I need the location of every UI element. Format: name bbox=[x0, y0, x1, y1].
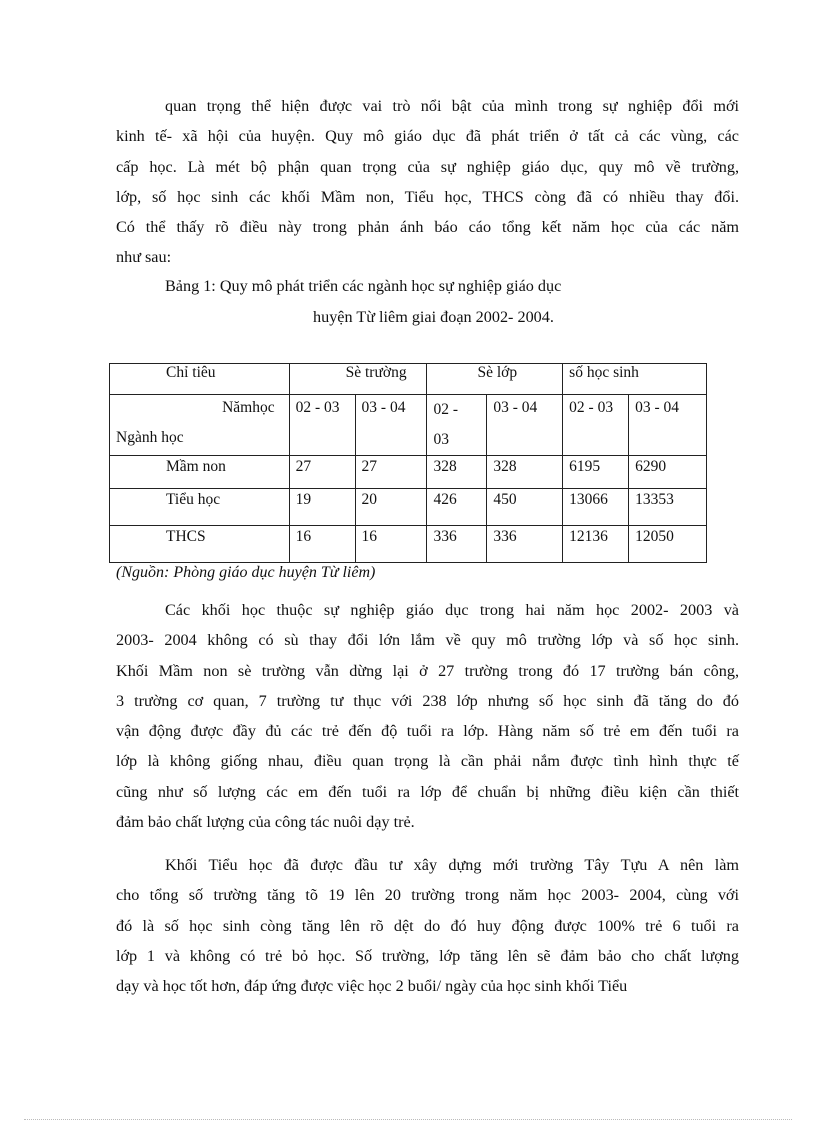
sector-name: THCS bbox=[110, 526, 290, 563]
table-cell: 27 bbox=[289, 456, 355, 489]
text-line: lớp là không giống nhau, điều quan trọng là cần phải nắm được tình hình thực tế bbox=[116, 752, 739, 771]
text-line: kinh tế- xã hội của huyện. Quy mô giáo dục đã phát triển ở tất cả các vùng, các bbox=[116, 127, 739, 146]
text-line: cho tổng số trường tăng tõ 19 lên 20 trường trong năm học 2003- 2004, cùng với bbox=[116, 886, 739, 905]
year-sector-cell bbox=[110, 395, 290, 456]
table-cell: 13066 bbox=[563, 489, 629, 526]
sector-label: Ngành học bbox=[116, 429, 184, 446]
table-cell: 328 bbox=[427, 456, 487, 489]
source-note: (Nguồn: Phòng giáo dục huyện Từ liêm) bbox=[116, 564, 376, 581]
text-line: Khối Tiểu học đã được đầu tư xây dựng mới trường Tây Tựu A nên làm bbox=[165, 856, 739, 874]
header-schools: Sè trường bbox=[289, 364, 427, 395]
table-row bbox=[110, 489, 707, 526]
text-line: Khối Mầm non sè trường vẫn dừng lại ở 27 trường trong đó 17 trường bán công, bbox=[116, 661, 739, 680]
text-line: như sau: bbox=[116, 248, 172, 267]
text-line: vận động được đầy đủ các trẻ đến độ tuổi ra lớp. Hàng năm số trẻ em đến tuổi ra bbox=[116, 722, 739, 741]
table-cell: 426 bbox=[427, 489, 487, 526]
text-line: 3 trường cơ quan, 7 trường tư thục với 238 lớp nhưng số học sinh đã tăng do đó bbox=[116, 691, 739, 710]
text-line: 2003- 2004 không có sù thay đổi lớn lắm về quy mô trường lớp và số học sinh. bbox=[116, 631, 739, 650]
year-cell: 02 - 03 bbox=[563, 395, 629, 456]
sector-name: Tiểu học bbox=[110, 489, 290, 526]
text-line: Các khối học thuộc sự nghiệp giáo dục trong hai năm học 2002- 2003 và bbox=[165, 601, 739, 619]
table-cell: 336 bbox=[427, 526, 487, 563]
table-row bbox=[110, 526, 707, 563]
table-caption-line-1: Bảng 1: Quy mô phát triển các ngành học sự nghiệp giáo dục bbox=[165, 277, 562, 295]
paragraph-intro bbox=[116, 91, 739, 273]
paragraph-analysis bbox=[116, 595, 739, 837]
table-cell: 20 bbox=[355, 489, 427, 526]
text-line: dạy và học tốt hơn, đáp ứng được việc học 2 buổi/ ngày của học sinh khối Tiểu bbox=[116, 977, 628, 996]
year-cell: 02 - 03 bbox=[427, 395, 487, 456]
text-line: cũng như số lượng các em đến tuổi ra lớp để chuẩn bị những điều kiện cần thiết bbox=[116, 782, 739, 801]
table-cell: 12050 bbox=[629, 526, 707, 563]
table-row bbox=[110, 456, 707, 489]
text-line: quan trọng thể hiện được vai trò nổi bật của mình trong sự nghiệp đổi mới bbox=[165, 97, 739, 115]
table-cell: 6195 bbox=[563, 456, 629, 489]
table-cell: 13353 bbox=[629, 489, 707, 526]
year-cell: 02 - 03 bbox=[289, 395, 355, 456]
page-bottom-rule bbox=[24, 1119, 792, 1120]
sector-name: Mầm non bbox=[110, 456, 290, 489]
paragraph-primary bbox=[116, 850, 739, 1001]
year-cell: 03 - 04 bbox=[355, 395, 427, 456]
text-line: đó là số học sinh còng tăng lên rõ dệt do đó huy động được 100% trẻ 6 tuổi ra bbox=[116, 916, 739, 935]
table-caption-line-2: huyện Từ liêm giai đoạn 2002- 2004. bbox=[313, 308, 554, 326]
text-line: lớp, số học sinh các khối Mầm non, Tiểu học, THCS còng đã có nhiều thay đổi. bbox=[116, 187, 739, 206]
text-line: lớp 1 và không có trẻ bỏ học. Số trường, lớp tăng lên sẽ đảm bảo cho chất lượng bbox=[116, 946, 739, 965]
year-label: Nămhọc bbox=[222, 399, 275, 416]
statistics-table bbox=[109, 363, 707, 563]
header-students: số học sinh bbox=[563, 364, 707, 395]
table-header-row bbox=[110, 364, 707, 395]
table-cell: 27 bbox=[355, 456, 427, 489]
table-cell: 12136 bbox=[563, 526, 629, 563]
table-subheader-row bbox=[110, 395, 707, 456]
table-cell: 450 bbox=[487, 489, 563, 526]
text-line: cấp học. Là mét bộ phận quan trọng của sự nghiệp giáo dục, quy mô về trường, bbox=[116, 157, 739, 176]
table-cell: 16 bbox=[289, 526, 355, 563]
text-line: Có thể thấy rõ điều này trong phản ánh báo cáo tổng kết năm học của các năm bbox=[116, 218, 739, 237]
text-line: đảm bảo chất lượng của công tác nuôi dạy trẻ. bbox=[116, 813, 415, 832]
year-cell: 03 - 04 bbox=[487, 395, 563, 456]
header-indicator: Chỉ tiêu bbox=[110, 364, 290, 395]
year-cell: 03 - 04 bbox=[629, 395, 707, 456]
table-cell: 336 bbox=[487, 526, 563, 563]
header-classes: Sè lớp bbox=[427, 364, 563, 395]
table-cell: 328 bbox=[487, 456, 563, 489]
table-cell: 6290 bbox=[629, 456, 707, 489]
table-cell: 19 bbox=[289, 489, 355, 526]
table-cell: 16 bbox=[355, 526, 427, 563]
